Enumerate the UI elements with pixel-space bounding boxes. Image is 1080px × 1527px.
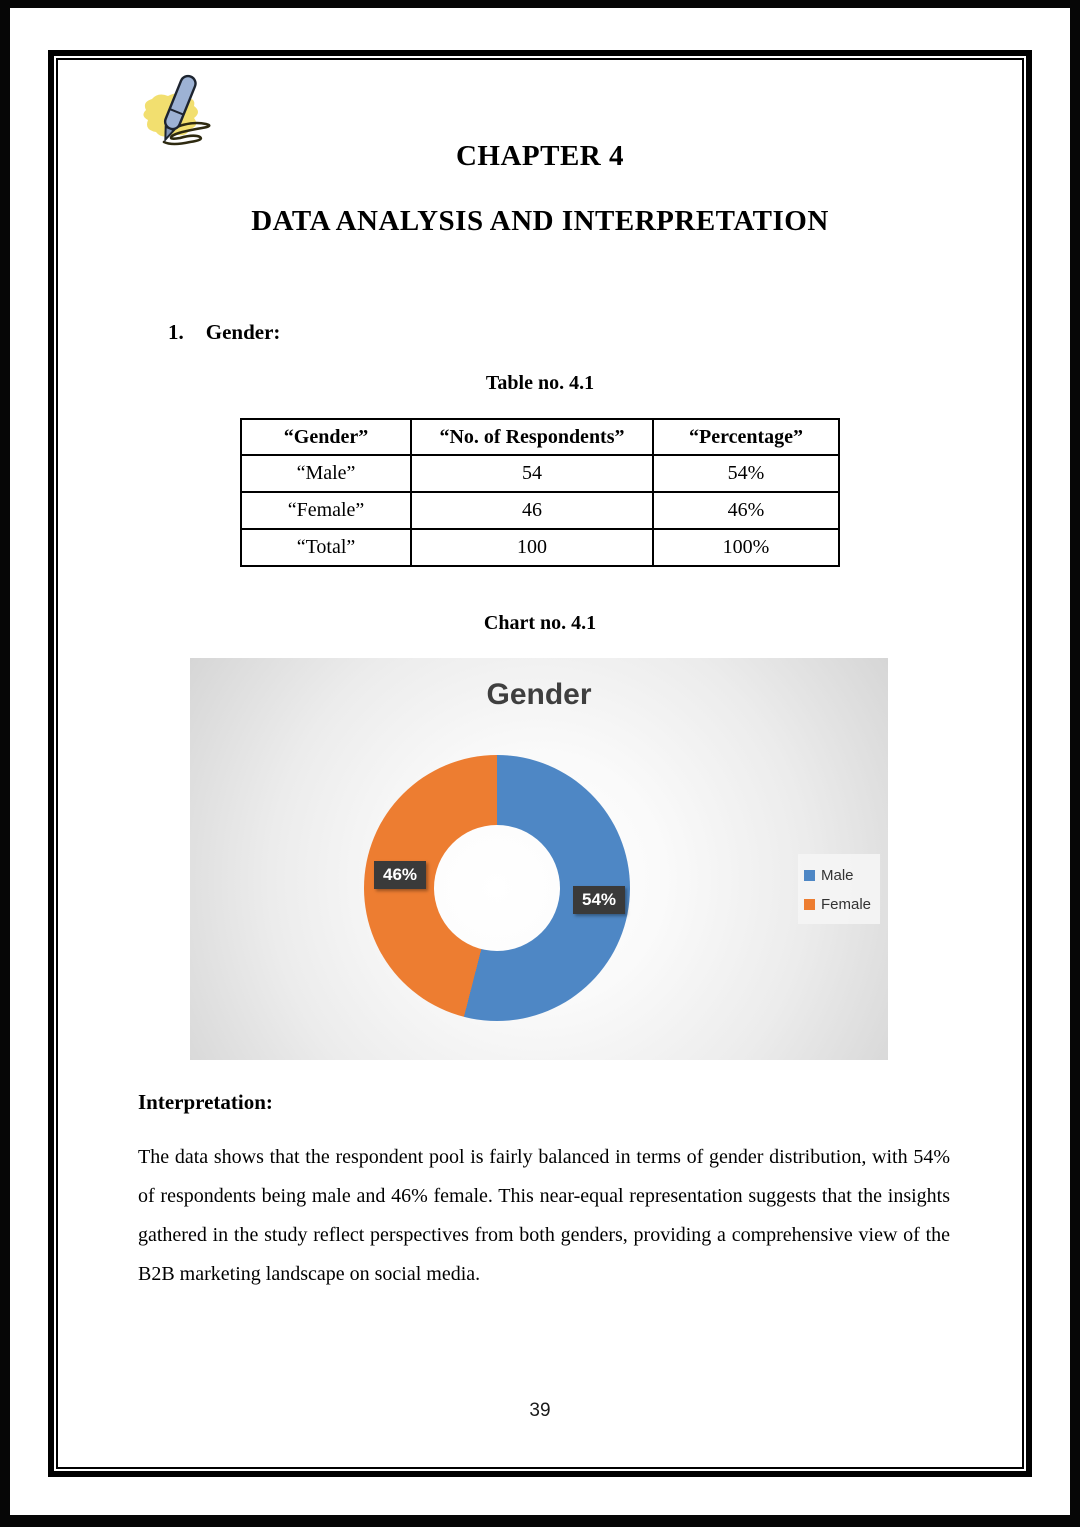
data-label-male: 54%	[573, 886, 625, 914]
page-number: 39	[529, 1400, 551, 1421]
chart-title: Gender	[486, 678, 592, 711]
section-number: 1.	[168, 320, 184, 344]
page-border	[48, 50, 1032, 1477]
table-row	[241, 492, 839, 529]
document-page	[10, 8, 1070, 1515]
legend-label-female: Female	[821, 896, 872, 913]
data-label-female: 46%	[374, 861, 426, 889]
chart-legend	[798, 854, 880, 924]
gender-table	[240, 418, 840, 567]
table-header-row	[241, 419, 839, 455]
col-header-respondents: “No. of Respondents”	[411, 419, 653, 455]
table-row	[241, 455, 839, 492]
section-label: Gender:	[205, 320, 281, 344]
interpretation-heading: Interpretation:	[138, 1090, 273, 1114]
legend-item-female	[804, 896, 874, 913]
cell-female-count: 46	[411, 492, 653, 529]
col-header-gender: “Gender”	[241, 419, 411, 455]
table-caption: Table no. 4.1	[485, 372, 595, 394]
cell-male-label: “Male”	[241, 455, 411, 492]
legend-item-male	[804, 867, 874, 884]
legend-label-male: Male	[821, 867, 854, 884]
interpretation-paragraph: The data shows that the respondent pool is fairly balanced in terms of gender distribution, with 54% of respondents being male and 46% female. This near-equal representation suggests that the insights gathered in the study reflect perspectives from both genders, providing a comprehensive view of the B2B marketing landscape on social media.	[138, 1146, 950, 1285]
cell-total-label: “Total”	[241, 529, 411, 566]
table-wrap	[58, 418, 1022, 567]
cell-total-count: 100	[411, 529, 653, 566]
table-row	[241, 529, 839, 566]
page-title: DATA ANALYSIS AND INTERPRETATION	[251, 205, 829, 237]
col-header-percentage: “Percentage”	[653, 419, 839, 455]
cell-female-label: “Female”	[241, 492, 411, 529]
page-border-inner	[56, 58, 1024, 1469]
cell-female-pct: 46%	[653, 492, 839, 529]
chart-caption: Chart no. 4.1	[483, 612, 597, 634]
chapter-heading: CHAPTER 4	[455, 140, 625, 172]
male-swatch-icon	[804, 870, 815, 881]
donut-hole	[434, 825, 560, 951]
gender-chart	[190, 658, 888, 1060]
female-swatch-icon	[804, 899, 815, 910]
section-heading	[168, 320, 280, 345]
cell-total-pct: 100%	[653, 529, 839, 566]
cell-male-count: 54	[411, 455, 653, 492]
cell-male-pct: 54%	[653, 455, 839, 492]
